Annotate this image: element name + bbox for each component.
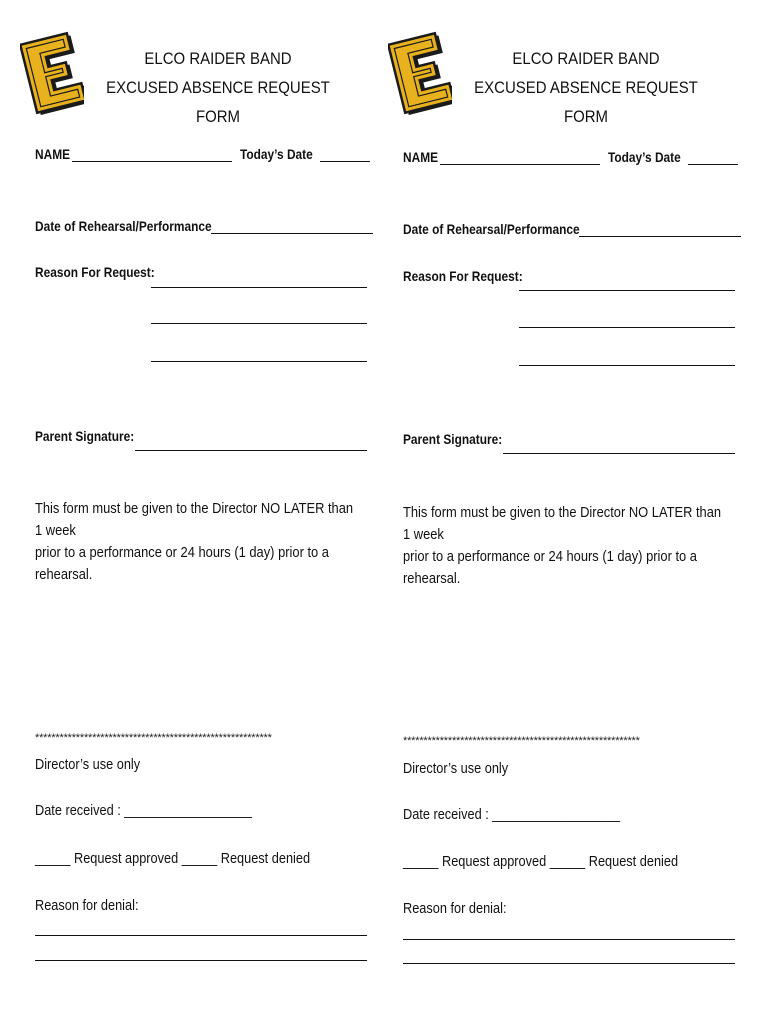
rehearsal-date-label: Date of Rehearsal/Performance bbox=[403, 221, 580, 237]
parent-signature-label: Parent Signature: bbox=[35, 428, 135, 444]
rehearsal-date-row bbox=[35, 218, 373, 234]
letter-e-logo-icon bbox=[388, 28, 452, 118]
reason-line-2[interactable] bbox=[519, 327, 735, 328]
note-line-2: prior to a performance or 24 hours (1 day) prior to a rehearsal. bbox=[35, 544, 329, 583]
signature-row bbox=[403, 431, 520, 447]
date-received-label: Date received : __________________ bbox=[35, 802, 252, 819]
signature-row bbox=[35, 428, 152, 444]
absence-form-right bbox=[386, 0, 726, 1024]
reason-row bbox=[403, 268, 544, 284]
absence-form-left bbox=[18, 0, 358, 1024]
reason-label: Reason For Request: bbox=[35, 264, 155, 280]
deadline-note bbox=[403, 502, 730, 590]
denial-reason-line-2[interactable] bbox=[35, 960, 367, 961]
directors-use-label: Director’s use only bbox=[35, 756, 141, 773]
directors-use-label: Director’s use only bbox=[403, 760, 509, 777]
parent-signature-label: Parent Signature: bbox=[403, 431, 503, 447]
reason-label: Reason For Request: bbox=[403, 268, 523, 284]
todays-date-field[interactable] bbox=[320, 147, 370, 162]
parent-signature-field[interactable] bbox=[135, 450, 367, 451]
title-line-2: EXCUSED ABSENCE REQUEST FORM bbox=[106, 78, 330, 126]
deadline-note bbox=[35, 498, 362, 586]
reason-line-1[interactable] bbox=[151, 287, 367, 288]
reason-line-3[interactable] bbox=[151, 361, 367, 362]
name-label: NAME bbox=[403, 149, 439, 165]
approval-label: _____ Request approved _____ Request denied bbox=[35, 850, 311, 867]
name-row bbox=[35, 146, 370, 162]
directors-use-row bbox=[403, 760, 527, 777]
reason-line-3[interactable] bbox=[519, 365, 735, 366]
letter-e-logo-icon bbox=[20, 28, 84, 118]
rehearsal-date-row bbox=[403, 221, 741, 237]
todays-date-label: Today’s Date bbox=[608, 149, 681, 165]
form-title bbox=[95, 44, 341, 131]
title-line-1: ELCO RAIDER BAND bbox=[144, 49, 292, 68]
directors-use-row bbox=[35, 756, 159, 773]
denial-reason-label: Reason for denial: bbox=[35, 897, 139, 914]
note-line-1: This form must be given to the Director NO LATER than 1 week bbox=[35, 500, 354, 539]
parent-signature-field[interactable] bbox=[503, 453, 735, 454]
date-received-row bbox=[403, 806, 658, 823]
denial-reason-row bbox=[403, 900, 525, 917]
name-field[interactable] bbox=[440, 150, 600, 165]
reason-line-2[interactable] bbox=[151, 323, 367, 324]
reason-row bbox=[35, 264, 176, 280]
denial-reason-line-1[interactable] bbox=[35, 935, 367, 936]
denial-reason-line-1[interactable] bbox=[403, 939, 735, 940]
date-received-row bbox=[35, 802, 290, 819]
note-line-2: prior to a performance or 24 hours (1 day) prior to a rehearsal. bbox=[403, 548, 697, 587]
denial-reason-row bbox=[35, 897, 157, 914]
name-field[interactable] bbox=[72, 147, 232, 162]
reason-line-1[interactable] bbox=[519, 290, 735, 291]
approval-label: _____ Request approved _____ Request denied bbox=[403, 853, 679, 870]
denial-reason-line-2[interactable] bbox=[403, 963, 735, 964]
separator-stars: ********************************************************** bbox=[403, 735, 640, 747]
rehearsal-date-field[interactable] bbox=[579, 222, 741, 237]
title-line-1: ELCO RAIDER BAND bbox=[512, 49, 660, 68]
name-row bbox=[403, 149, 738, 165]
separator-stars: ********************************************************** bbox=[35, 732, 272, 744]
form-title bbox=[463, 44, 709, 131]
note-line-1: This form must be given to the Director NO LATER than 1 week bbox=[403, 504, 722, 543]
todays-date-label: Today’s Date bbox=[240, 146, 313, 162]
date-received-label: Date received : __________________ bbox=[403, 806, 620, 823]
approval-row bbox=[403, 853, 727, 870]
rehearsal-date-label: Date of Rehearsal/Performance bbox=[35, 218, 212, 234]
title-line-2: EXCUSED ABSENCE REQUEST FORM bbox=[474, 78, 698, 126]
denial-reason-label: Reason for denial: bbox=[403, 900, 507, 917]
rehearsal-date-field[interactable] bbox=[211, 219, 373, 234]
approval-row bbox=[35, 850, 359, 867]
todays-date-field[interactable] bbox=[688, 150, 738, 165]
name-label: NAME bbox=[35, 146, 71, 162]
